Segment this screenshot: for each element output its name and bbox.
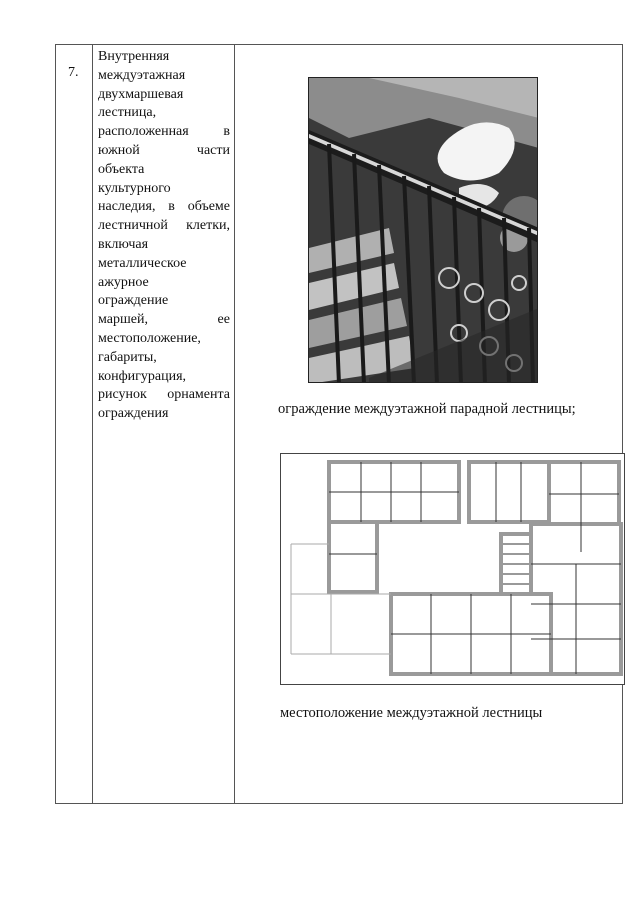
- description-line: местоположение,: [98, 330, 201, 346]
- description-line: ажурное: [98, 274, 149, 290]
- description-line: междуэтажная: [98, 67, 186, 83]
- description-line: габариты,: [98, 349, 157, 365]
- description-line: южной части: [98, 142, 230, 158]
- description-line: наследия, в объеме: [98, 199, 230, 215]
- description-line: ограждение: [98, 293, 169, 309]
- description-line: конфигурация,: [98, 368, 187, 384]
- row-number: 7.: [68, 65, 79, 80]
- column-divider: [234, 45, 235, 803]
- floor-plan-image: [280, 453, 625, 685]
- description-line: лестница,: [98, 105, 157, 121]
- column-divider: [92, 45, 93, 803]
- description-line: объекта: [98, 161, 145, 177]
- description-line: ограждения: [98, 406, 169, 422]
- plan-caption: местоположение междуэтажной лестницы: [280, 705, 543, 721]
- photo-caption: ограждение междуэтажной парадной лестницы;: [278, 401, 576, 417]
- description-line: металлическое: [98, 255, 187, 271]
- description-line: двухмаршевая: [98, 86, 184, 102]
- description-line: Внутренняя: [98, 49, 170, 64]
- staircase-railing-photo: [308, 77, 538, 383]
- description-line: включая: [98, 236, 149, 252]
- description-line: лестничной клетки,: [98, 218, 230, 234]
- description-line: культурного: [98, 180, 171, 196]
- description-line: рисунок орнамента: [98, 387, 230, 403]
- description-table: [55, 44, 623, 804]
- description-line: расположенная в: [98, 124, 230, 140]
- object-description: [98, 48, 230, 424]
- description-line: маршей, ее: [98, 312, 230, 328]
